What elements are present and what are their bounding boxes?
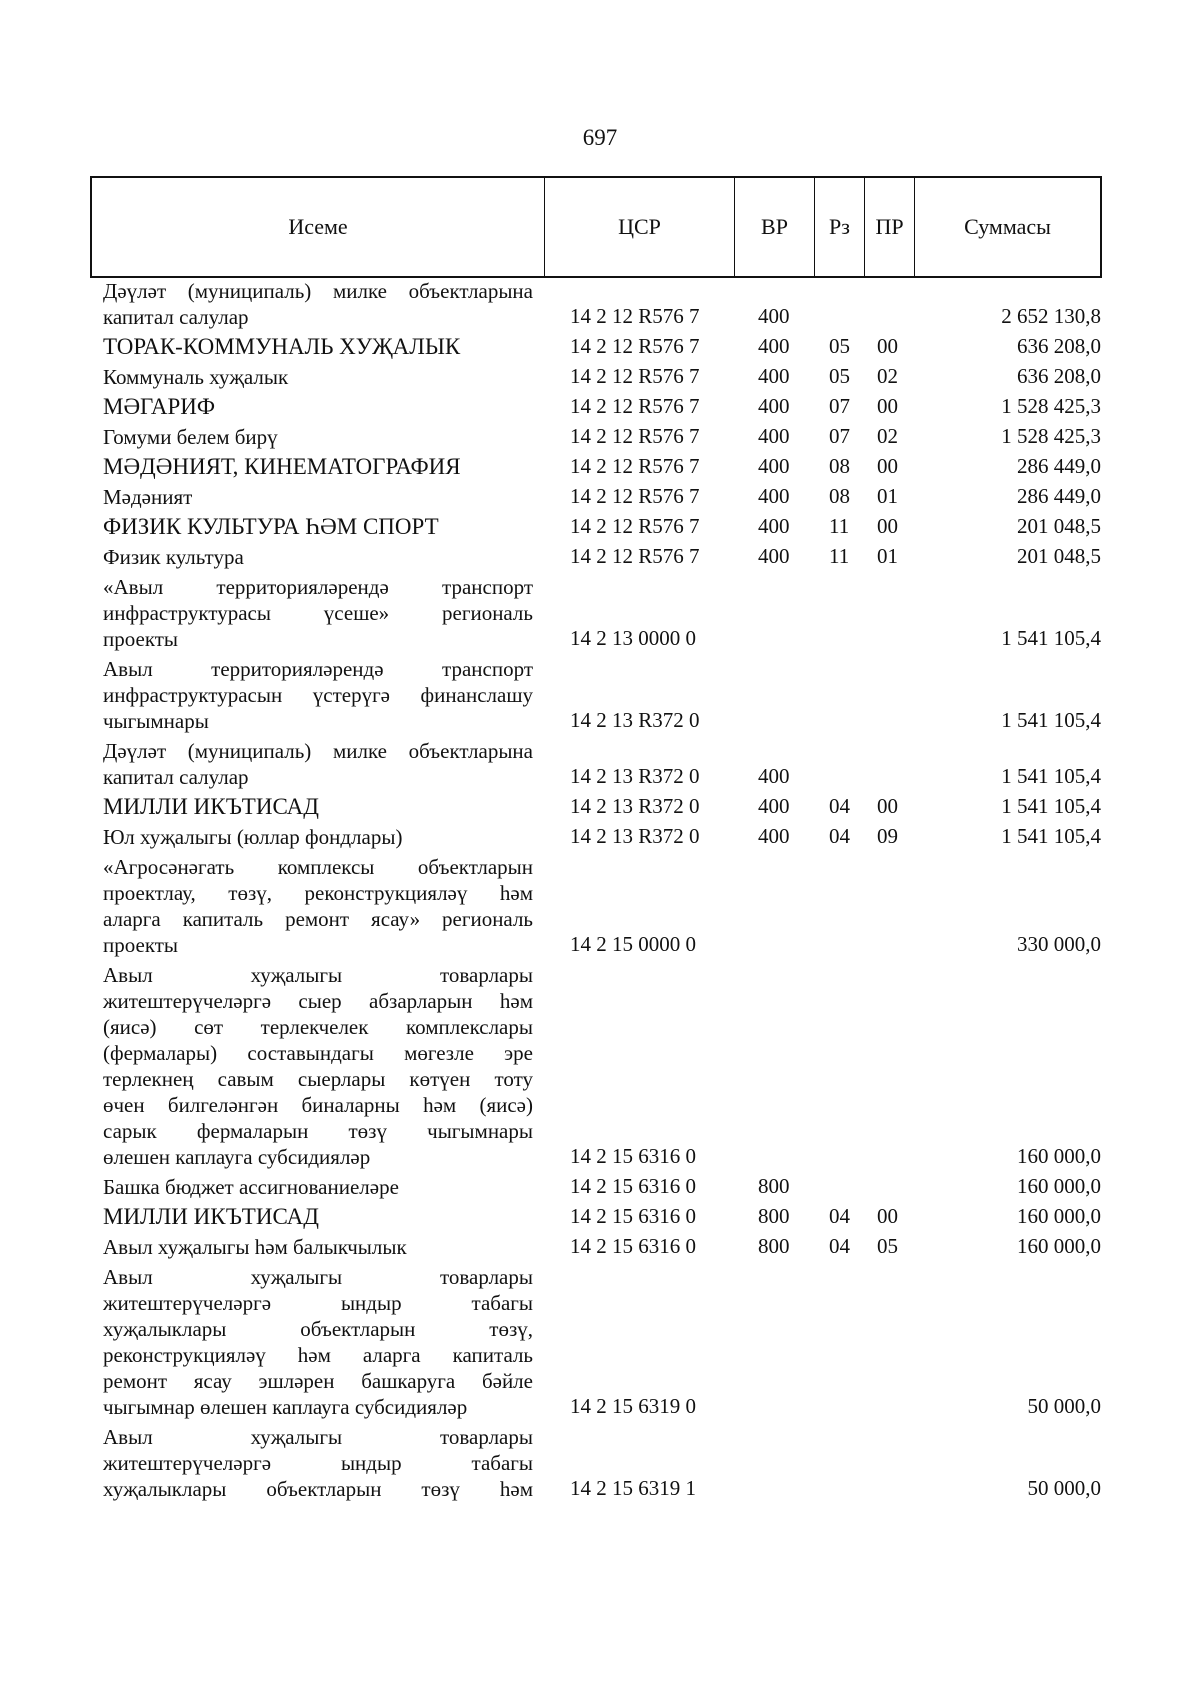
row-sum: 1 541 105,4 (1001, 708, 1101, 732)
table-row (0, 1424, 1200, 1506)
table-row (0, 454, 1200, 484)
row-csr: 14 2 15 0000 0 (570, 932, 696, 956)
row-rz: 11 (829, 544, 850, 568)
row-vr: 400 (758, 484, 790, 508)
row-name-line: чыгымнар өлешен каплауга субсидияләр (103, 1395, 468, 1419)
row-name-line: житештерүчеләргә ындыр табагы (103, 1291, 533, 1315)
row-csr: 14 2 12 R576 7 (570, 334, 700, 358)
row-vr: 400 (758, 514, 790, 538)
row-sum: 286 449,0 (1017, 454, 1101, 478)
row-name-line: хуҗалыклары объектларын төзү һәм (103, 1477, 533, 1501)
row-name-line: МӘГАРИФ (103, 394, 216, 419)
row-name-line: ремонт ясау эшләрен башкаруга бәйле (103, 1369, 533, 1393)
row-name-line: МИЛЛИ ИКЪТИСАД (103, 794, 319, 819)
table-row (0, 962, 1200, 1174)
row-name-line: Юл хуҗалыгы (юллар фондлары) (103, 825, 403, 849)
row-csr: 14 2 15 6316 0 (570, 1144, 696, 1168)
row-name (103, 656, 533, 734)
row-name-line: житештерүчеләргә ындыр табагы (103, 1451, 533, 1475)
table-row (0, 1234, 1200, 1264)
row-name (103, 544, 533, 570)
row-pr: 01 (877, 484, 898, 508)
row-pr: 00 (877, 334, 898, 358)
row-rz: 04 (829, 1234, 850, 1258)
row-name-line: Дәүләт (муниципаль) милке объектларына (103, 739, 533, 763)
table-row (0, 574, 1200, 656)
row-csr: 14 2 12 R576 7 (570, 484, 700, 508)
table-row (0, 1204, 1200, 1234)
row-csr: 14 2 15 6319 0 (570, 1394, 696, 1418)
row-csr: 14 2 12 R576 7 (570, 514, 700, 538)
row-name (103, 962, 533, 1170)
row-vr: 400 (758, 454, 790, 478)
row-csr: 14 2 15 6316 0 (570, 1174, 696, 1198)
row-sum: 2 652 130,8 (1001, 304, 1101, 328)
row-name-line: (фермалары) составындагы мөгезле эре (103, 1041, 533, 1065)
row-vr: 400 (758, 794, 790, 818)
row-name-line: аларга капиталь ремонт ясау» региональ (103, 907, 533, 931)
row-sum: 1 528 425,3 (1001, 394, 1101, 418)
row-rz: 05 (829, 364, 850, 388)
row-name-line: чыгымнары (103, 709, 209, 733)
row-vr: 400 (758, 764, 790, 788)
row-name (103, 738, 533, 790)
row-name-line: проекты (103, 933, 179, 957)
row-name (103, 1424, 533, 1502)
row-name-line: МӘДӘНИЯТ, КИНЕМАТОГРАФИЯ (103, 454, 461, 479)
row-sum: 160 000,0 (1017, 1204, 1101, 1228)
row-name-line: Гомуми белем бирү (103, 425, 278, 449)
row-name (103, 854, 533, 958)
row-vr: 400 (758, 364, 790, 388)
row-sum: 1 541 105,4 (1001, 626, 1101, 650)
row-name-line: реконструкцияләү һәм аларга капиталь (103, 1343, 533, 1367)
row-rz: 04 (829, 794, 850, 818)
row-name (103, 364, 533, 390)
row-sum: 636 208,0 (1017, 364, 1101, 388)
column-header-name: Исеме (92, 178, 545, 276)
row-name (103, 334, 533, 360)
row-sum: 286 449,0 (1017, 484, 1101, 508)
row-sum: 330 000,0 (1017, 932, 1101, 956)
row-pr: 02 (877, 364, 898, 388)
row-name-line: МИЛЛИ ИКЪТИСАД (103, 1204, 319, 1229)
column-header-pr: ПР (865, 178, 915, 276)
table-row (0, 364, 1200, 394)
row-name-line: ФИЗИК КУЛЬТУРА ҺӘМ СПОРТ (103, 514, 439, 539)
row-name-line: Авыл территорияләрендә транспорт (103, 657, 533, 681)
row-csr: 14 2 15 6316 0 (570, 1204, 696, 1228)
table-row (0, 738, 1200, 794)
table-body (0, 278, 1200, 1506)
row-name-line: капитал салулар (103, 305, 249, 329)
row-sum: 160 000,0 (1017, 1234, 1101, 1258)
row-sum: 201 048,5 (1017, 544, 1101, 568)
row-csr: 14 2 12 R576 7 (570, 364, 700, 388)
column-header-sum: Суммасы (964, 214, 1051, 239)
row-name-line: «Агросәнәгать комплексы объектларын (103, 855, 533, 879)
row-csr: 14 2 12 R576 7 (570, 304, 700, 328)
row-sum: 636 208,0 (1017, 334, 1101, 358)
row-csr: 14 2 12 R576 7 (570, 424, 700, 448)
row-name-line: Авыл хуҗалыгы һәм балыкчылык (103, 1235, 407, 1259)
row-name (103, 1174, 533, 1200)
row-name-line: житештерүчеләргә сыер абзарларын һәм (103, 989, 533, 1013)
row-name-line: өлешен каплауга субсидияләр (103, 1145, 371, 1169)
row-pr: 09 (877, 824, 898, 848)
row-vr: 400 (758, 544, 790, 568)
row-name (103, 824, 533, 850)
row-sum: 160 000,0 (1017, 1174, 1101, 1198)
row-pr: 01 (877, 544, 898, 568)
table-row (0, 424, 1200, 454)
row-csr: 14 2 13 R372 0 (570, 794, 700, 818)
row-name (103, 454, 533, 480)
row-name-line: инфраструктурасы үсеше» региональ (103, 601, 533, 625)
row-csr: 14 2 15 6316 0 (570, 1234, 696, 1258)
table-row (0, 1174, 1200, 1204)
row-name (103, 794, 533, 820)
row-sum: 1 541 105,4 (1001, 764, 1101, 788)
row-csr: 14 2 13 0000 0 (570, 626, 696, 650)
row-name-line: проектлау, төзү, реконструкцияләү һәм (103, 881, 533, 905)
table-row (0, 334, 1200, 364)
row-sum: 160 000,0 (1017, 1144, 1101, 1168)
row-sum: 50 000,0 (1027, 1476, 1101, 1500)
row-name-line: Башка бюджет ассигнованиеләре (103, 1175, 399, 1199)
table-row (0, 278, 1200, 334)
row-name-line: «Авыл территорияләрендә транспорт (103, 575, 533, 599)
table-row (0, 794, 1200, 824)
row-name (103, 1234, 533, 1260)
row-vr: 400 (758, 334, 790, 358)
table-row (0, 1264, 1200, 1424)
row-vr: 800 (758, 1174, 790, 1198)
page-number: 697 (582, 125, 618, 150)
table-row (0, 394, 1200, 424)
row-rz: 07 (829, 424, 850, 448)
row-name (103, 394, 533, 420)
row-pr: 02 (877, 424, 898, 448)
row-name-line: Авыл хуҗалыгы товарлары (103, 1265, 533, 1289)
table-row (0, 544, 1200, 574)
row-name (103, 514, 533, 540)
row-name-line: терлекнең савым сыерлары көтүен тоту (103, 1067, 533, 1091)
row-pr: 00 (877, 394, 898, 418)
row-sum: 201 048,5 (1017, 514, 1101, 538)
row-csr: 14 2 13 R372 0 (570, 764, 700, 788)
row-csr: 14 2 13 R372 0 (570, 824, 700, 848)
row-sum: 50 000,0 (1027, 1394, 1101, 1418)
row-csr: 14 2 12 R576 7 (570, 544, 700, 568)
table-row (0, 854, 1200, 962)
row-pr: 00 (877, 1204, 898, 1228)
row-name (103, 424, 533, 450)
table-row (0, 484, 1200, 514)
row-rz: 04 (829, 824, 850, 848)
row-pr: 00 (877, 794, 898, 818)
row-vr: 400 (758, 424, 790, 448)
row-pr: 00 (877, 454, 898, 478)
row-vr: 400 (758, 824, 790, 848)
row-csr: 14 2 15 6319 1 (570, 1476, 696, 1500)
row-csr: 14 2 12 R576 7 (570, 454, 700, 478)
row-name (103, 484, 533, 510)
row-name-line: Мәдәният (103, 485, 193, 509)
row-name-line: сарык фермаларын төзү чыгымнары (103, 1119, 533, 1143)
row-rz: 05 (829, 334, 850, 358)
row-vr: 800 (758, 1204, 790, 1228)
row-rz: 08 (829, 484, 850, 508)
row-csr: 14 2 12 R576 7 (570, 394, 700, 418)
row-vr: 400 (758, 394, 790, 418)
row-name-line: өчен билгеләнгән биналарны һәм (яисә) (103, 1093, 533, 1117)
row-name-line: Физик культура (103, 545, 244, 569)
row-name (103, 1204, 533, 1230)
row-sum: 1 528 425,3 (1001, 424, 1101, 448)
row-name-line: Коммуналь хуҗалык (103, 365, 289, 389)
row-pr: 00 (877, 514, 898, 538)
column-header-csr: ЦСР (545, 178, 735, 276)
row-sum: 1 541 105,4 (1001, 794, 1101, 818)
row-name-line: Авыл хуҗалыгы товарлары (103, 1425, 533, 1449)
row-sum: 1 541 105,4 (1001, 824, 1101, 848)
row-name-line: проекты (103, 627, 179, 651)
row-rz: 07 (829, 394, 850, 418)
row-vr: 400 (758, 304, 790, 328)
row-name-line: ТОРАК-КОММУНАЛЬ ХУҖАЛЫК (103, 334, 461, 359)
row-rz: 11 (829, 514, 850, 538)
row-pr: 05 (877, 1234, 898, 1258)
row-name-line: хуҗалыклары объектларын төзү, (103, 1317, 533, 1341)
row-name-line: Дәүләт (муниципаль) милке объектларына (103, 279, 533, 303)
row-rz: 08 (829, 454, 850, 478)
row-name (103, 1264, 533, 1420)
table-row (0, 514, 1200, 544)
column-header-vr: ВР (735, 178, 815, 276)
row-name-line: капитал салулар (103, 765, 249, 789)
row-rz: 04 (829, 1204, 850, 1228)
row-name (103, 574, 533, 652)
row-name-line: Авыл хуҗалыгы товарлары (103, 963, 533, 987)
row-name (103, 278, 533, 330)
row-name-line: инфраструктурасын үстерүгә финанслашу (103, 683, 533, 707)
table-header (90, 176, 1102, 278)
row-csr: 14 2 13 R372 0 (570, 708, 700, 732)
table-row (0, 656, 1200, 738)
table-row (0, 824, 1200, 854)
row-vr: 800 (758, 1234, 790, 1258)
column-header-rz: Рз (815, 178, 865, 276)
row-name-line: (яисә) сөт терлекчелек комплекслары (103, 1015, 533, 1039)
